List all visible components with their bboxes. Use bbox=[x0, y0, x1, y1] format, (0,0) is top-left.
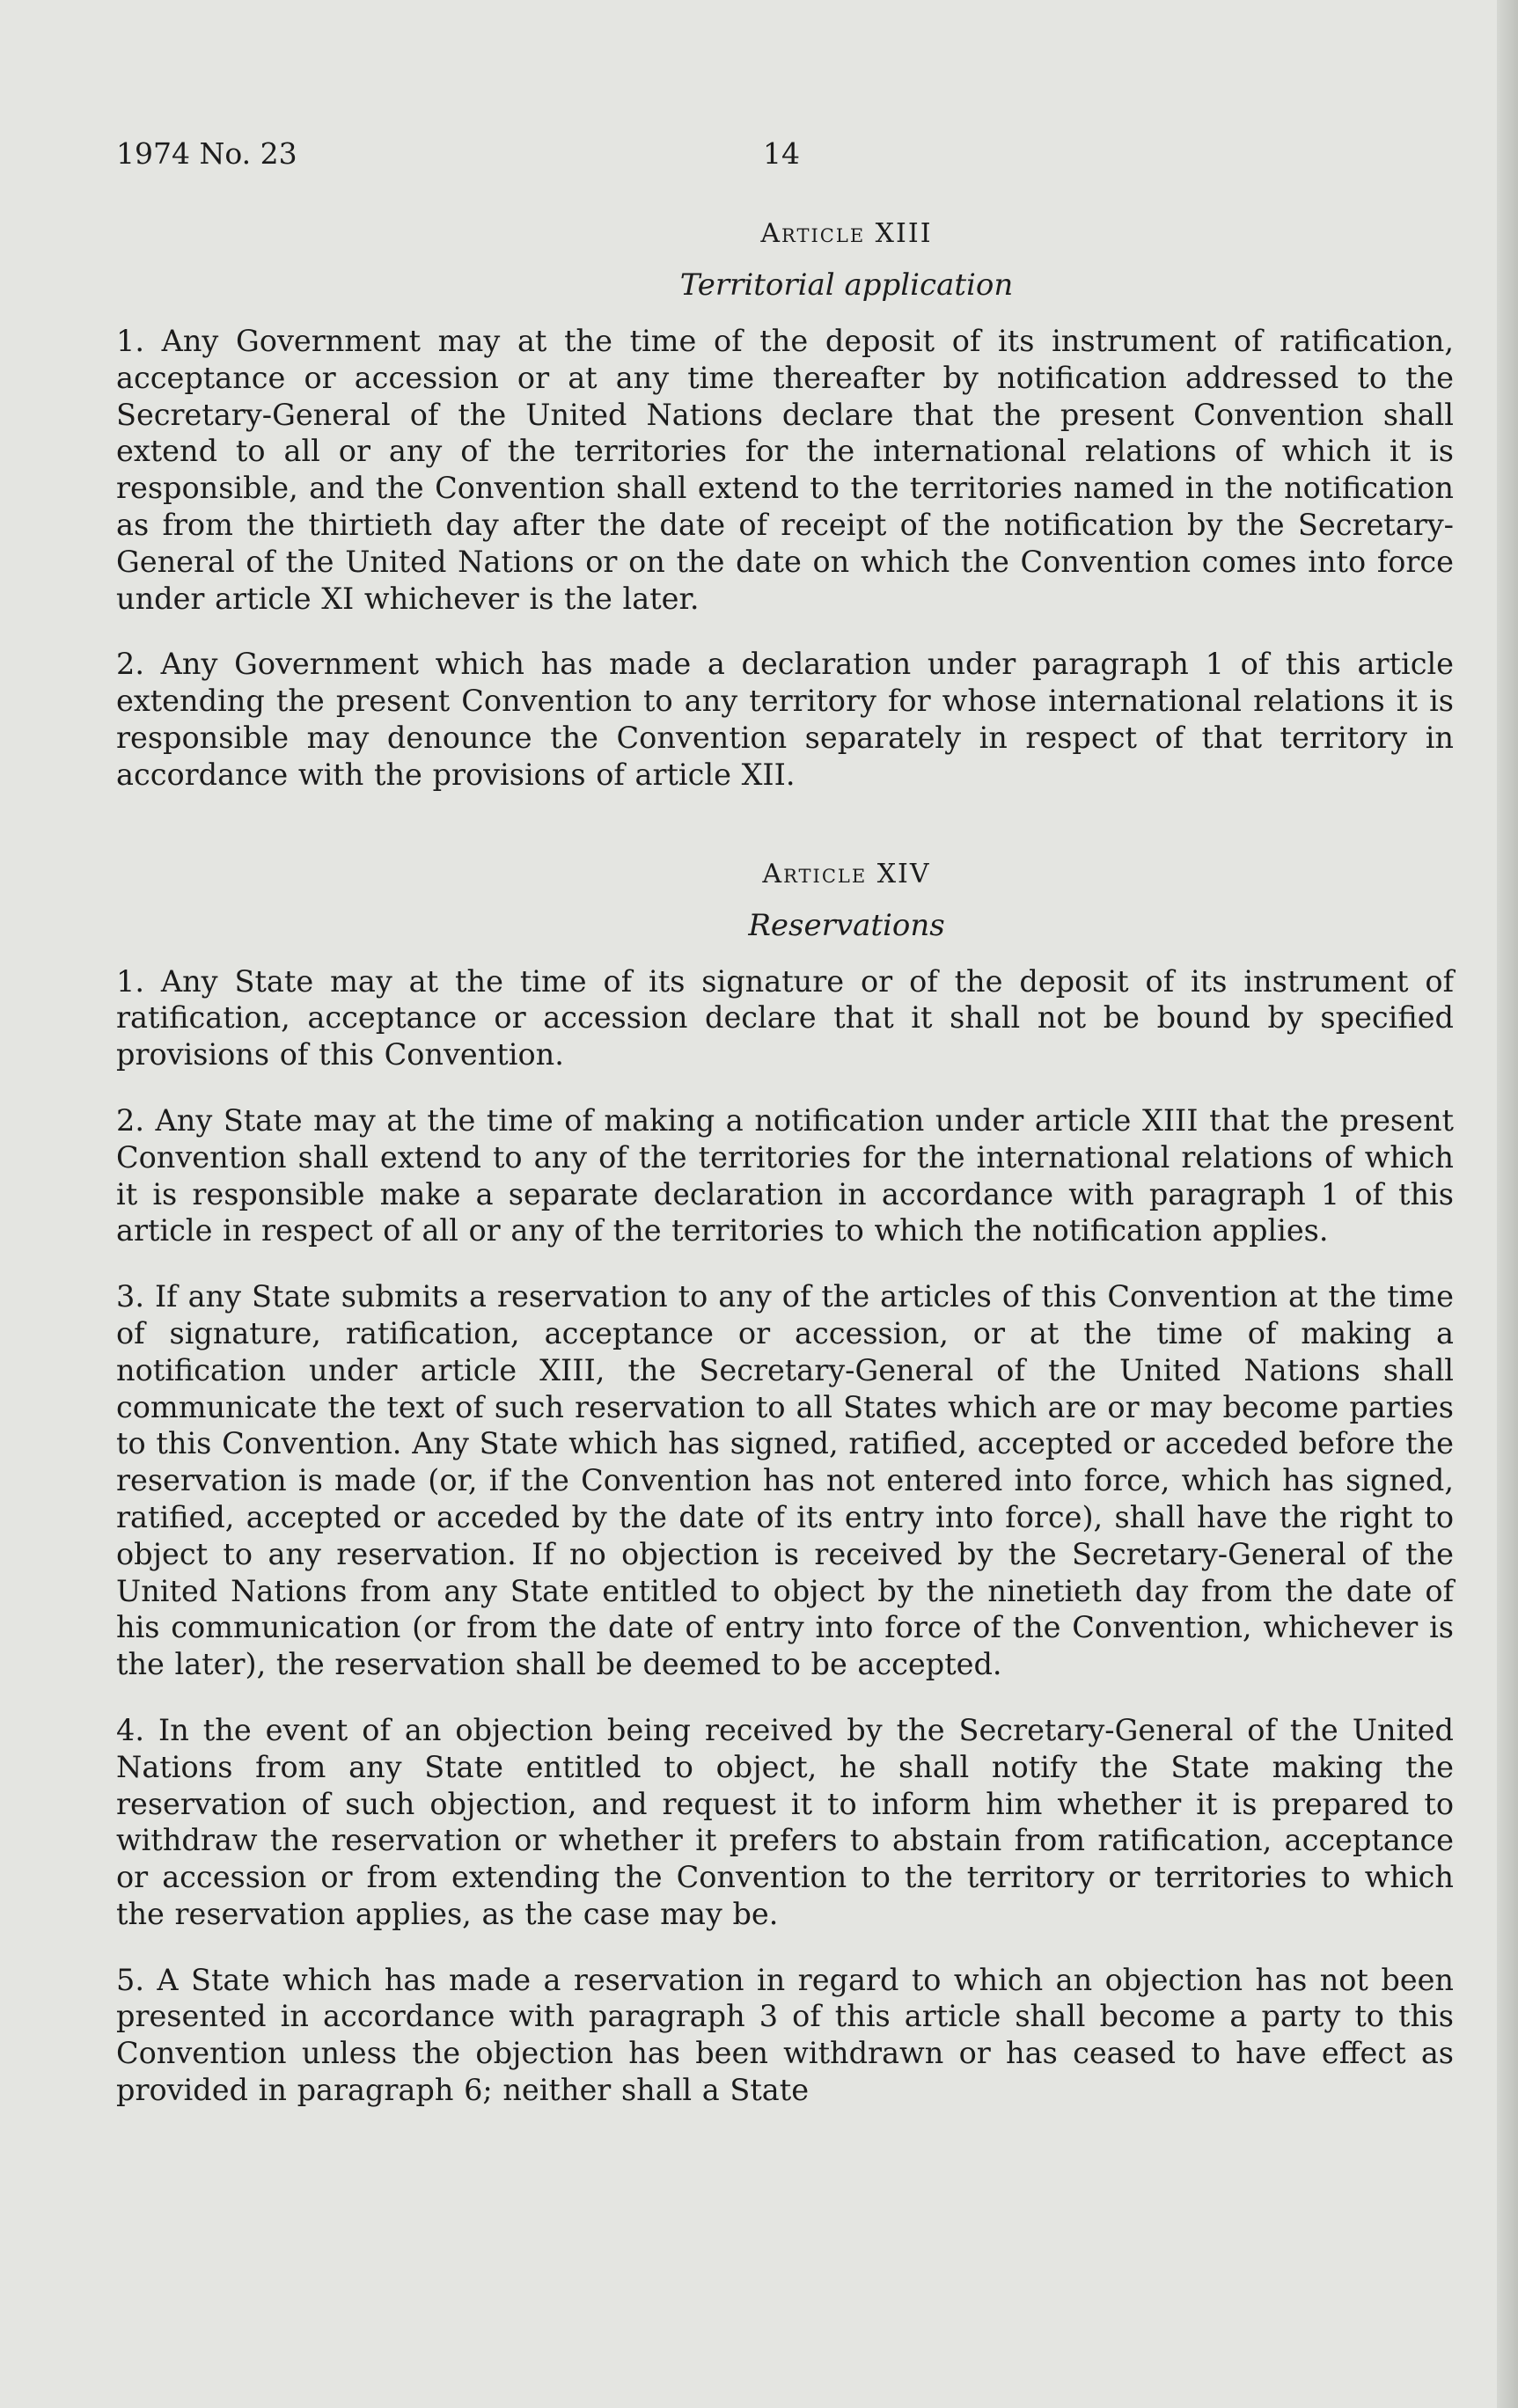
statute-reference: 1974 No. 23 bbox=[116, 136, 297, 171]
page-header bbox=[116, 136, 1436, 175]
article-xiv-subtitle: Reservations bbox=[748, 907, 945, 943]
article-xiii-paragraph-1: 1. Any Government may at the time of the deposit of its instrument of ratification, acceptance or accession or at any time thereafter by notification addressed to the Secretary-General of the United Nations declare that the present Convention shall extend to all or any of the territories for the international relations of which it is responsible, and the Convention shall extend to the territories named in the notification as from the thirtieth day after the date of receipt of the notification by the Secretary-General of the United Nations or on the date on which the Convention comes into force under article XI whichever is the later. bbox=[116, 324, 1454, 616]
article-xiv-paragraph-3: 3. If any State submits a reservation to any of the articles of this Convention at the time of signature, ratification, acceptance or accession, or at the time of making a notification under article XIII, the Secretary-General of the United Nations shall communicate the text of such reservation to all States which are or may become parties to this Convention. Any State which has signed, ratified, accepted or acceded before the reservation is made (or, if the Convention has not entered into force, which has signed, ratified, accepted or acceded by the date of its entry into force), shall have the right to object to any reservation. If no objection is received by the Secretary-General of the United Nations from any State entitled to object by the ninetieth day from the date of his communication (or from the date of entry into force of the Convention, whichever is the later), the reservation shall be deemed to be accepted. bbox=[116, 1279, 1454, 1682]
page-binding-edge bbox=[1497, 0, 1518, 2408]
article-xiv-paragraph-1: 1. Any State may at the time of its signature or of the deposit of its instrument of ratification, acceptance or accession declare that it shall not be bound by specified provisions of this Convention. bbox=[116, 963, 1454, 1072]
article-xiii-paragraph-2: 2. Any Government which has made a declaration under paragraph 1 of this article extending the present Convention to any territory for whose international relations it is responsible may denounce the Convention separately in respect of that territory in accordance with the provisions of article XII. bbox=[116, 647, 1454, 792]
article-xiii bbox=[116, 216, 1454, 794]
article-xiii-title: Article XIII bbox=[760, 218, 933, 249]
article-xiv-paragraph-4: 4. In the event of an objection being received by the Secretary-General of the United Nations from any State entitled to object, he shall notify the State making the reservation of such objection, and request it to inform him whether it is prepared to withdraw the reservation or whether it prefers to abstain from ratification, acceptance or accession or from extending the Convention to the territory or territories to which the reservation applies, as the case may be. bbox=[116, 1712, 1454, 1931]
article-xiv-paragraph-5: 5. A State which has made a reservation in regard to which an objection has not been presented in accordance with paragraph 3 of this article shall become a party to this Convention unless the objection has been withdrawn or has ceased to have effect as provided in paragraph 6; neither shall a State bbox=[116, 1962, 1454, 2108]
article-xiv bbox=[116, 856, 1454, 2109]
section-spacer bbox=[116, 823, 1454, 856]
page-number: 14 bbox=[763, 136, 800, 171]
document-body bbox=[116, 216, 1454, 2138]
article-xiv-title: Article XIV bbox=[762, 858, 931, 889]
article-xiii-subtitle: Territorial application bbox=[679, 267, 1014, 303]
article-xiv-paragraph-2: 2. Any State may at the time of making a notification under article XIII that the present Convention shall extend to any of the territories for the international relations of which it is responsible make a separate declaration in accordance with paragraph 1 of this article in respect of all or any of the territories to which the notification applies. bbox=[116, 1102, 1454, 1248]
